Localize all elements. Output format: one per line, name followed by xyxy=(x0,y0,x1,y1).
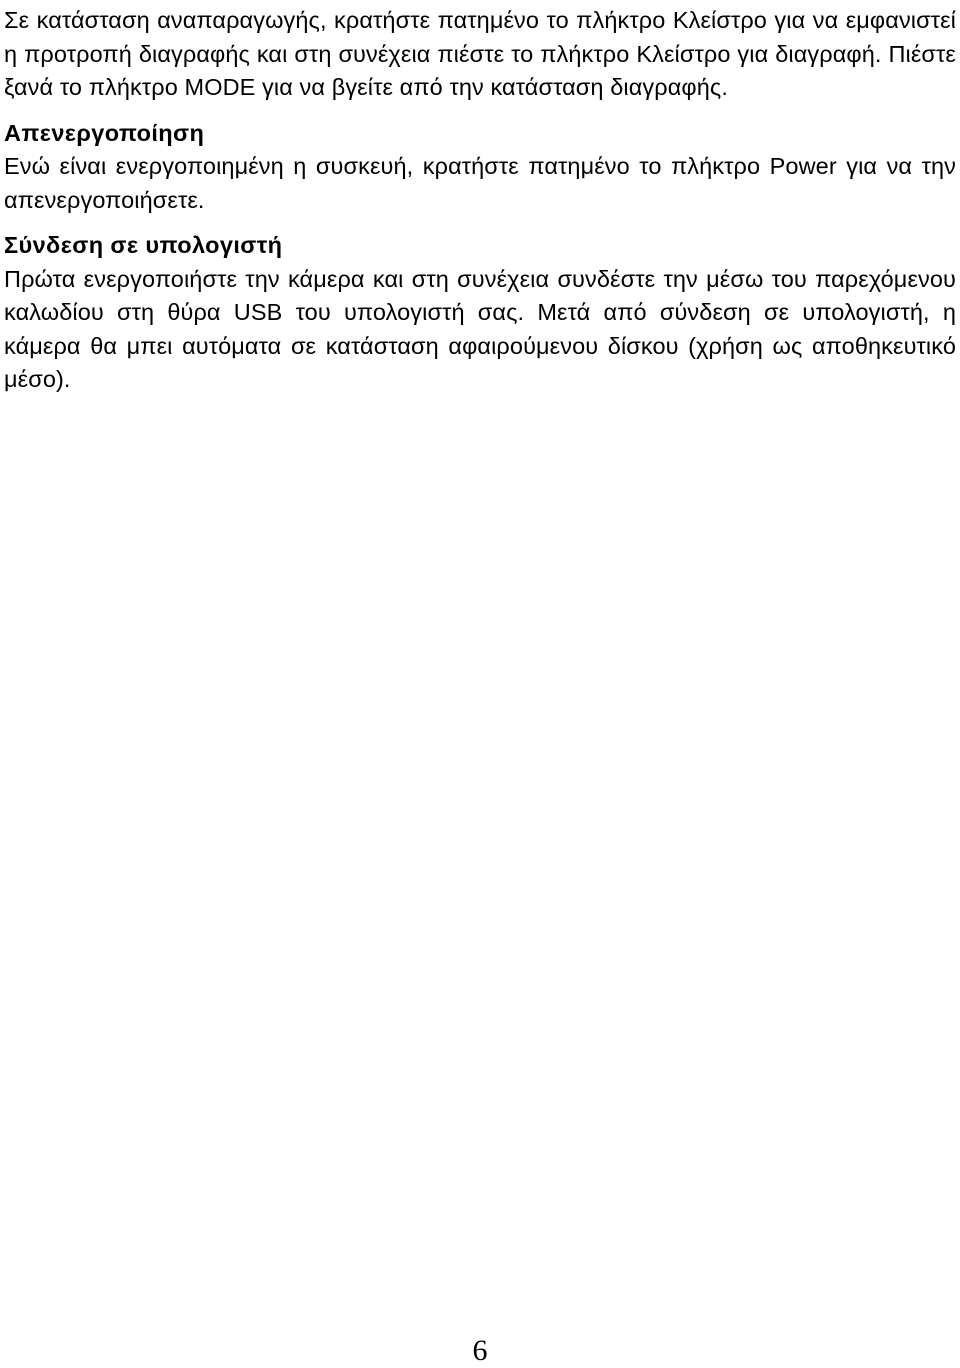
intro-paragraph: Σε κατάσταση αναπαραγωγής, κρατήστε πατημένο το πλήκτρο Κλείστρο για να εμφανιστεί η προτροπή διαγραφής και στη συνέχεια πιέστε το πλήκτρο Κλείστρο για διαγραφή. Πιέστε ξανά το πλήκτρο MODE για να βγείτε από την κατάσταση διαγραφής. xyxy=(4,7,956,100)
section-power-off xyxy=(4,117,956,218)
section-heading-power-off: Απενεργοποίηση xyxy=(4,119,205,146)
page-number: 6 xyxy=(472,1334,488,1367)
section-body-pc-connection: Πρώτα ενεργοποιήστε την κάμερα και στη συνέχεια συνδέστε την μέσω του παρεχόμενου καλωδίου στη θύρα USB του υπολογιστή σας. Μετά από σύνδεση σε υπολογιστή, η κάμερα θα μπει αυτόματα σε κατάσταση αφαιρούμενου δίσκου (χρήση ως αποθηκευτικό μέσο). xyxy=(4,265,956,392)
section-body-power-off: Ενώ είναι ενεργοποιημένη η συσκευή, κρατήστε πατημένο το πλήκτρο Power για να την απενεργοποιήσετε. xyxy=(4,153,956,213)
document-page xyxy=(4,4,956,397)
section-pc-connection xyxy=(4,229,956,397)
section-heading-pc-connection: Σύνδεση σε υπολογιστή xyxy=(4,232,283,258)
